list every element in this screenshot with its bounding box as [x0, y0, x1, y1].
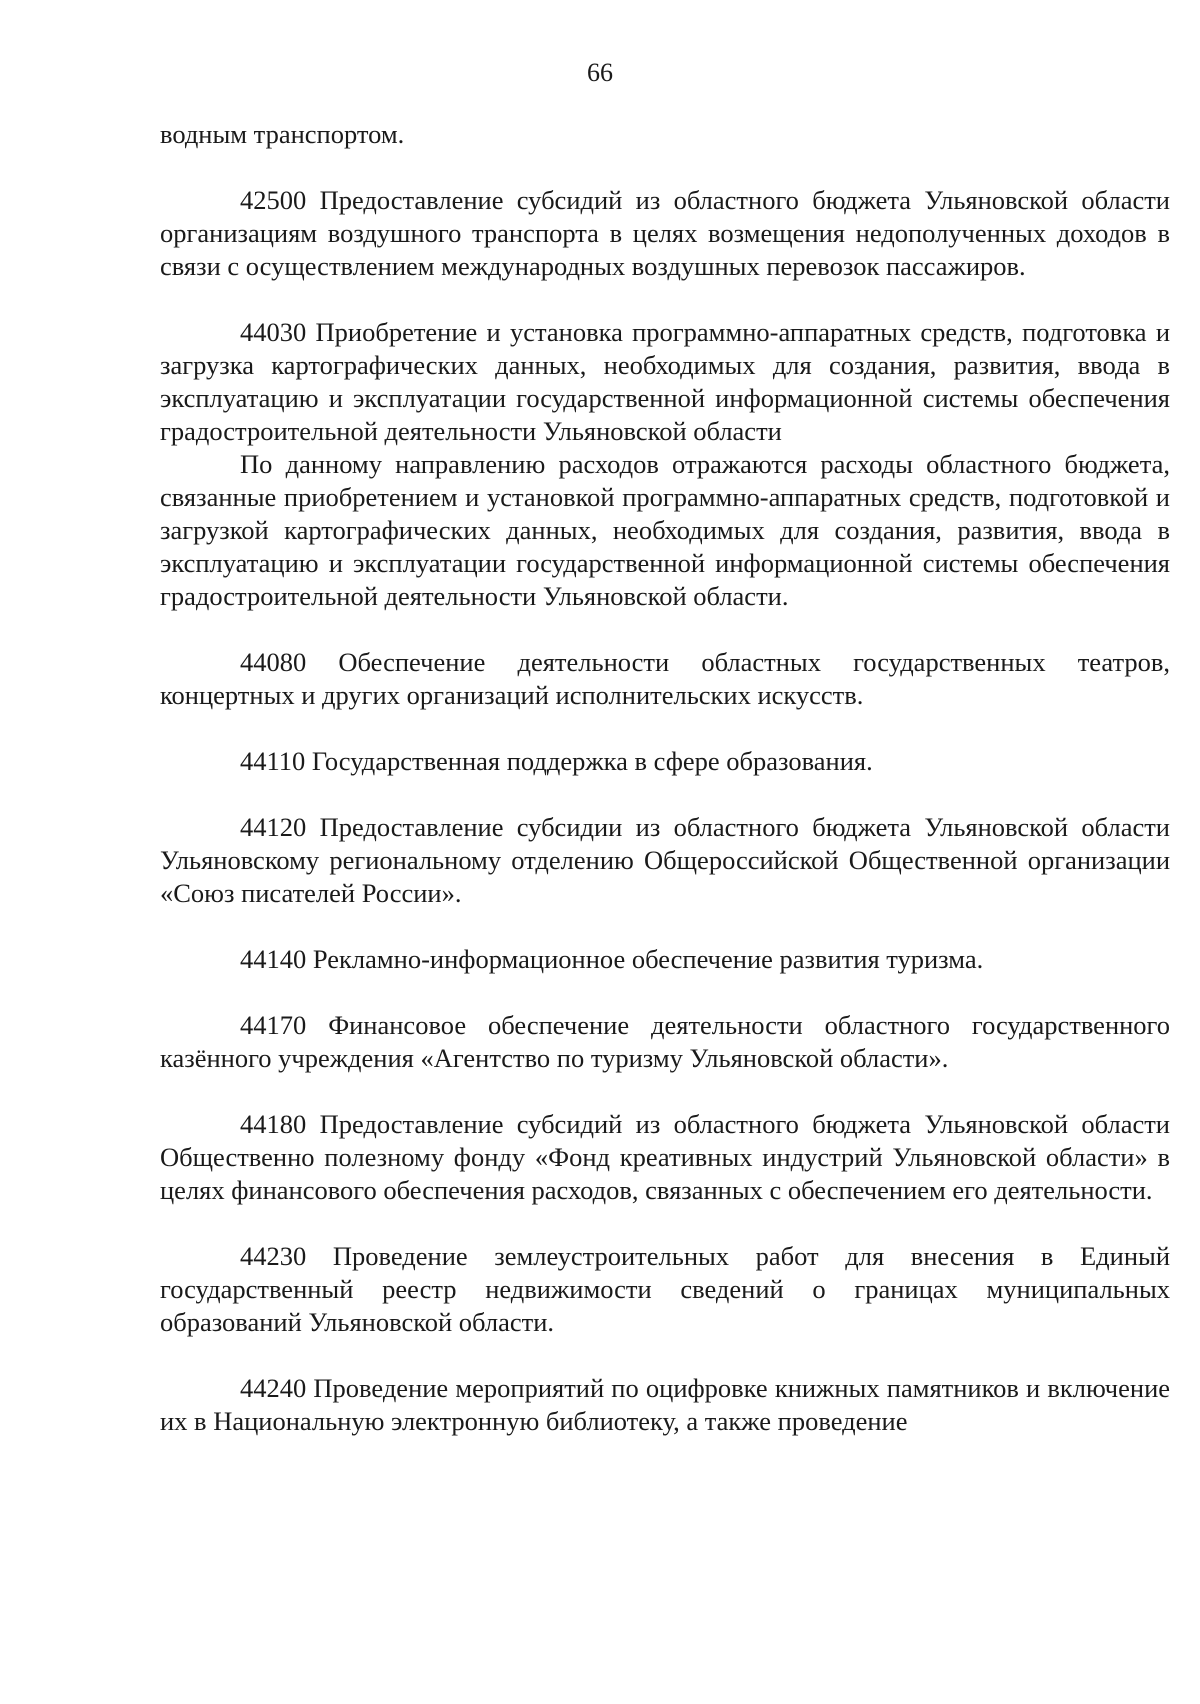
paragraph-text: Рекламно-информационное обеспечение развития туризма. [312, 944, 984, 974]
document-body [160, 118, 1170, 1438]
paragraph-42500 [160, 184, 1170, 283]
expense-code: 44170 [240, 1010, 307, 1040]
paragraph-text: Государственная поддержка в сфере образования. [311, 746, 873, 776]
expense-code: 44120 [240, 812, 307, 842]
paragraph-44030 [160, 316, 1170, 448]
expense-code: 44240 [240, 1373, 307, 1403]
paragraph-text: Проведение мероприятий по оцифровке книжных памятников и включение их в Национальную электронную библиотеку, а также проведение [160, 1373, 1171, 1436]
paragraph-text: Предоставление субсидий из областного бюджета Ульяновской области Общественно полезному фонду «Фонд креативных индустрий Ульяновской области» в целях финансового обеспечения расходов, связанных с обеспечением его деятельности. [160, 1109, 1170, 1205]
paragraph-44080 [160, 646, 1170, 712]
paragraph-text: Обеспечение деятельности областных государственных театров, концертных и других организаций исполнительских искусств. [160, 647, 1170, 710]
paragraph-text: Приобретение и установка программно-аппаратных средств, подготовка и загрузка картографических данных, необходимых для создания, развития, ввода в эксплуатацию и эксплуатации государственной информационной системы обеспечения градостроительной деятельности Ульяновской области [160, 317, 1171, 446]
expense-code: 44110 [240, 746, 306, 776]
paragraph-44230 [160, 1240, 1170, 1339]
expense-code: 44230 [240, 1241, 307, 1271]
page-number: 66 [587, 58, 613, 87]
paragraph-continuation [160, 118, 1170, 151]
paragraph-44170 [160, 1009, 1170, 1075]
paragraph-text: водным транспортом. [160, 119, 405, 149]
paragraph-text: Финансовое обеспечение деятельности областного государственного казённого учреждения «Агентство по туризму Ульяновской области». [160, 1010, 1171, 1073]
expense-code: 44080 [240, 647, 307, 677]
paragraph-44180 [160, 1108, 1170, 1207]
expense-code: 44030 [240, 317, 307, 347]
paragraph-text: Предоставление субсидий из областного бюджета Ульяновской области организациям воздушного транспорта в целях возмещения недополученных доходов в связи с осуществлением международных воздушных перевозок пассажиров. [160, 185, 1170, 281]
paragraph-44240 [160, 1372, 1170, 1438]
paragraph-44140 [160, 943, 1170, 976]
paragraph-text: По данному направлению расходов отражаются расходы областного бюджета, связанные приобретением и установкой программно-аппаратных средств, подготовкой и загрузкой картографических данных, необходимых для создания, развития, ввода в эксплуатацию и эксплуатации государственной информационной системы обеспечения градостроительной деятельности Ульяновской области. [160, 449, 1170, 611]
expense-code: 44180 [240, 1109, 307, 1139]
paragraph-text: Проведение землеустроительных работ для внесения в Единый государственный реестр недвижимости сведений о границах муниципальных образований Ульяновской области. [160, 1241, 1170, 1337]
expense-code: 42500 [240, 185, 307, 215]
paragraph-text: Предоставление субсидии из областного бюджета Ульяновской области Ульяновскому региональному отделению Общероссийской Общественной организации «Союз писателей России». [160, 812, 1170, 908]
paragraph-44120 [160, 811, 1170, 910]
paragraph-44030-description [160, 448, 1170, 613]
expense-code: 44140 [240, 944, 307, 974]
paragraph-44110 [160, 745, 1170, 778]
